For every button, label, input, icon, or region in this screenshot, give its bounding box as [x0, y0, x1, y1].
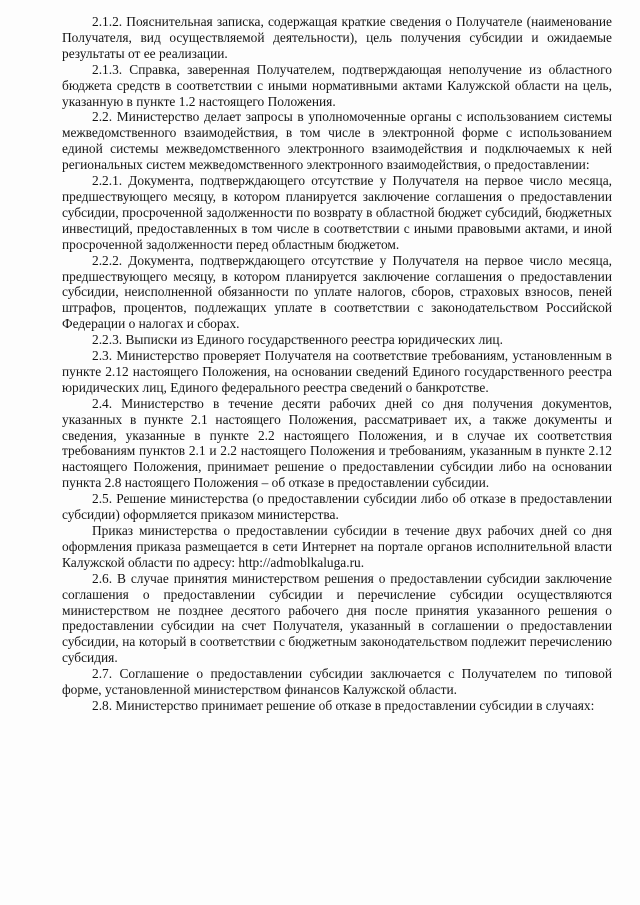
paragraph-order-publication: Приказ министерства о предоставлении субсидии в течение двух рабочих дней со дня оформления приказа размещается в сети Интернет на портале органов исполнительной власти Калужской области по адресу: http://admoblkaluga.ru.: [62, 523, 612, 570]
paragraph-2-5: 2.5. Решение министерства (о предоставлении субсидии либо об отказе в предоставлении субсидии) оформляется приказом министерства.: [62, 491, 612, 523]
paragraph-2-3: 2.3. Министерство проверяет Получателя на соответствие требованиям, установленным в пункте 2.12 настоящего Положения, на основании сведений Единого государственного реестра юридических лиц, Единого федерального реестра сведений о банкротстве.: [62, 348, 612, 395]
paragraph-2-2-2: 2.2.2. Документа, подтверждающего отсутствие у Получателя на первое число месяца, предшествующего месяцу, в котором планируется заключение соглашения о предоставлении субсидии, неисполненной обязанности по уплате налогов, сборов, страховых взносов, пеней штрафов, процентов, подлежащих уплате в соответствии с законодательством Российской Федерации о налогах и сборах.: [62, 252, 612, 332]
paragraph-2-1-2: 2.1.2. Пояснительная записка, содержащая краткие сведения о Получателе (наименование Получателя, вид осуществляемой деятельности), цель получения субсидии и ожидаемые результаты от ее реализации.: [62, 14, 612, 61]
paragraph-2-2-3: 2.2.3. Выписки из Единого государственного реестра юридических лиц.: [92, 332, 503, 348]
paragraph-2-7: 2.7. Соглашение о предоставлении субсидии заключается с Получателем по типовой форме, установленной министерством финансов Калужской области.: [62, 666, 612, 698]
paragraph-2-8: 2.8. Министерство принимает решение об отказе в предоставлении субсидии в случаях:: [92, 697, 595, 713]
paragraph-2-4: 2.4. Министерство в течение десяти рабочих дней со дня получения документов, указанных в пункте 2.1 настоящего Положения, рассматривает их, а также документы и сведения, указанные в пункте 2.2 настоящего Положения, и в случае их соответствия требованиям пунктов 2.1 и 2.2 настоящего Положения и требованиям, указанным в пункте 2.12 настоящего Положения, принимает решение о предоставлении субсидии либо на основании пункта 2.8 настоящего Положения – об отказе в предоставлении субсидии.: [62, 395, 612, 491]
paragraph-2-2: 2.2. Министерство делает запросы в уполномоченные органы с использованием системы межведомственного взаимодействия, в том числе в электронной форме с использованием единой системы межведомственного электронного взаимодействия и подключаемых к ней региональных систем межведомственного электронного взаимодействия, о предоставлении:: [62, 109, 612, 173]
paragraph-2-1-3: 2.1.3. Справка, заверенная Получателем, подтверждающая неполучение из областного бюджета средств в соответствии с иными нормативными актами Калужской области на цель, указанную в пункте 1.2 настоящего Положения.: [62, 61, 612, 109]
paragraph-2-6: 2.6. В случае принятия министерством решения о предоставлении субсидии заключение соглашения о предоставлении субсидии и перечисление субсидии осуществляются министерством не позднее десятого рабочего дня после принятия указанного решения о предоставлении субсидии на счет Получателя, указанный в соглашении о предоставлении субсидии, на который в соответствии с бюджетным законодательством подлежит перечислению субсидия.: [62, 570, 612, 666]
paragraph-2-2-1: 2.2.1. Документа, подтверждающего отсутствие у Получателя на первое число месяца, предшествующего месяцу, в котором планируется заключение соглашения о предоставлении субсидии, просроченной задолженности по возврату в областной бюджет субсидий, бюджетных инвестиций, предоставленных в том числе в соответствии с иными правовыми актами, и иной просроченной задолженности перед областным бюджетом.: [62, 173, 612, 252]
